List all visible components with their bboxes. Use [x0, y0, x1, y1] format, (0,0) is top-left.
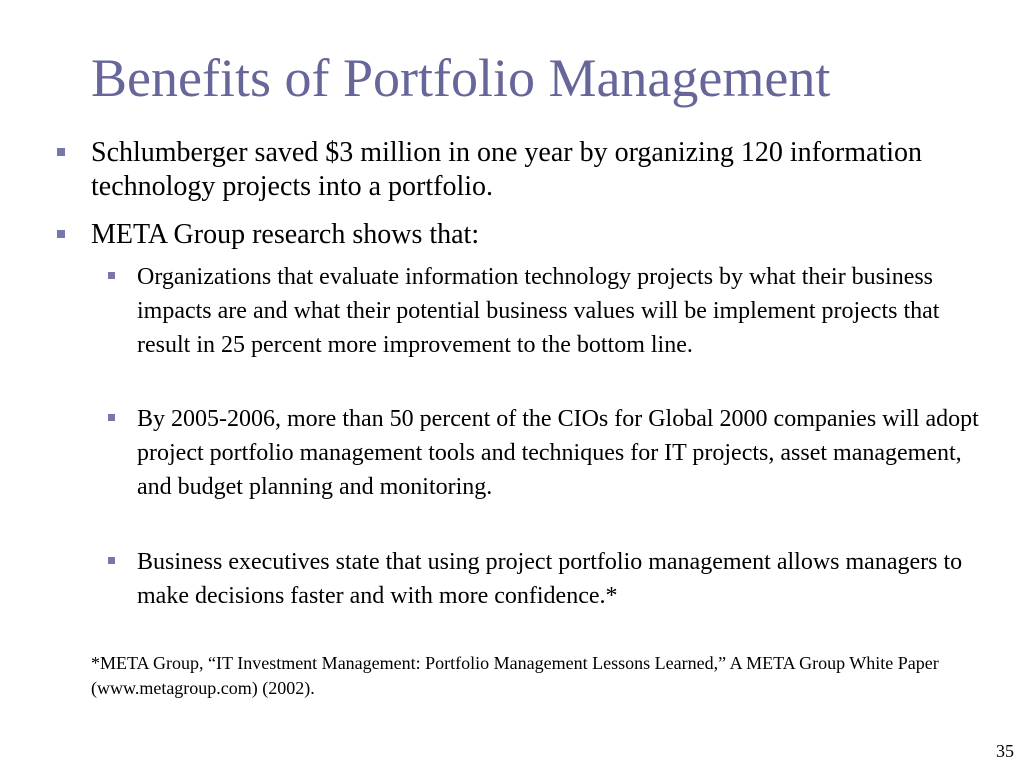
- sub-bullet-executives: [137, 545, 987, 613]
- page-number: 35: [996, 741, 1014, 761]
- bullet-text: META Group research shows that:: [91, 219, 480, 250]
- footnote: *META Group, “IT Investment Management: Portfolio Management Lessons Learned,” A META Group White Paper (www.metagroup.com) (2002).: [91, 653, 939, 698]
- slide-title: Benefits of Portfolio Management: [91, 48, 831, 108]
- sub-bullet-cios: [137, 402, 987, 504]
- square-bullet-icon: [108, 272, 115, 279]
- sub-bullet-text: Business executives state that using project portfolio management allows managers to make decisions faster and with more confidence.*: [137, 549, 963, 609]
- sub-bullet-text: Organizations that evaluate information technology projects by what their business impacts are and what their potential business values will be implement projects that result in 25 percent more improvement to the bottom line.: [137, 264, 940, 358]
- sub-bullet-text: By 2005-2006, more than 50 percent of the CIOs for Global 2000 companies will adopt project portfolio management tools and techniques for IT projects, asset management, and budget planning and monitoring.: [137, 406, 979, 500]
- bullet-text: Schlumberger saved $3 million in one year by organizing 120 information technology projects into a portfolio.: [91, 137, 923, 202]
- square-bullet-icon: [108, 557, 115, 564]
- bullet-schlumberger: [91, 136, 971, 204]
- sub-bullet-organizations: [137, 260, 987, 362]
- square-bullet-icon: [57, 148, 65, 156]
- square-bullet-icon: [57, 230, 65, 238]
- square-bullet-icon: [108, 414, 115, 421]
- bullet-meta-group: [91, 218, 971, 252]
